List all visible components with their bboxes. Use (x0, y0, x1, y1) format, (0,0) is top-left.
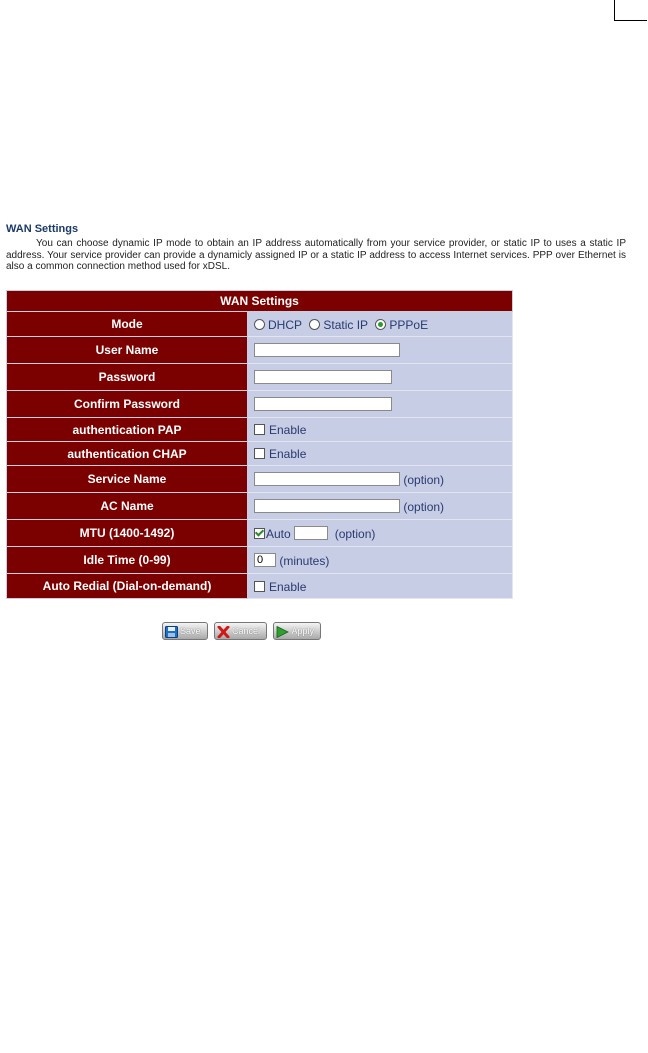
service-name-hint: (option) (403, 472, 445, 487)
floppy-disk-icon (165, 626, 178, 638)
auth-chap-checkbox[interactable] (254, 448, 265, 459)
ac-name-input[interactable] (254, 499, 400, 513)
save-button-label: Save (180, 626, 201, 636)
mode-label: Mode (7, 312, 248, 337)
ac-name-hint: (option) (403, 499, 445, 514)
section-title: WAN Settings (6, 223, 79, 235)
mode-pppoe-label: PPPoE (389, 317, 429, 332)
apply-button-label: Apply (291, 626, 314, 636)
mode-options (248, 312, 513, 337)
mode-dhcp-label: DHCP (268, 317, 303, 332)
red-x-icon (217, 626, 230, 638)
mode-static-ip-label: Static IP (323, 317, 369, 332)
auth-pap-enable-label: Enable (269, 422, 307, 437)
mode-dhcp-radio[interactable] (254, 319, 265, 330)
service-name-input[interactable] (254, 472, 400, 486)
password-input[interactable] (254, 370, 392, 384)
auto-redial-enable-label: Enable (269, 579, 307, 594)
wan-settings-table (6, 290, 513, 599)
auth-chap-enable-label: Enable (269, 446, 307, 461)
table-header: WAN Settings (7, 291, 513, 312)
mode-pppoe-radio[interactable] (375, 319, 386, 330)
mode-static-ip-radio[interactable] (309, 319, 320, 330)
service-name-label: Service Name (7, 466, 248, 493)
auto-redial-label: Auto Redial (Dial-on-demand) (7, 574, 248, 599)
mtu-auto-checkbox[interactable] (254, 528, 265, 539)
auth-pap-checkbox[interactable] (254, 424, 265, 435)
user-name-input[interactable] (254, 343, 400, 357)
user-name-label: User Name (7, 337, 248, 364)
mtu-hint: (option) (334, 526, 376, 541)
auto-redial-checkbox[interactable] (254, 581, 265, 592)
idle-time-input[interactable] (254, 553, 276, 567)
confirm-password-label: Confirm Password (7, 391, 248, 418)
cancel-button[interactable] (214, 622, 267, 640)
confirm-password-input[interactable] (254, 397, 392, 411)
cancel-button-label: Cancel (231, 626, 260, 636)
apply-button[interactable] (273, 622, 321, 640)
save-button[interactable] (162, 622, 208, 640)
section-description: You can choose dynamic IP mode to obtain an IP address automatically from your service provider, or static IP to uses a static IP address. Your service provider can provide a dynamicly assigned IP or a static IP address to access Internet services. PPP over Ethernet is also a common connection method used for xDSL. (6, 238, 626, 272)
password-label: Password (7, 364, 248, 391)
mtu-label: MTU (1400-1492) (7, 520, 248, 547)
mtu-input[interactable] (294, 526, 328, 540)
action-buttons (162, 621, 323, 640)
idle-time-hint: (minutes) (279, 553, 330, 568)
idle-time-label: Idle Time (0-99) (7, 547, 248, 574)
page-corner-mark (614, 0, 647, 21)
play-arrow-icon (276, 626, 289, 638)
ac-name-label: AC Name (7, 493, 248, 520)
auth-chap-label: authentication CHAP (7, 442, 248, 466)
mtu-auto-label: Auto (266, 526, 291, 541)
auth-pap-label: authentication PAP (7, 418, 248, 442)
